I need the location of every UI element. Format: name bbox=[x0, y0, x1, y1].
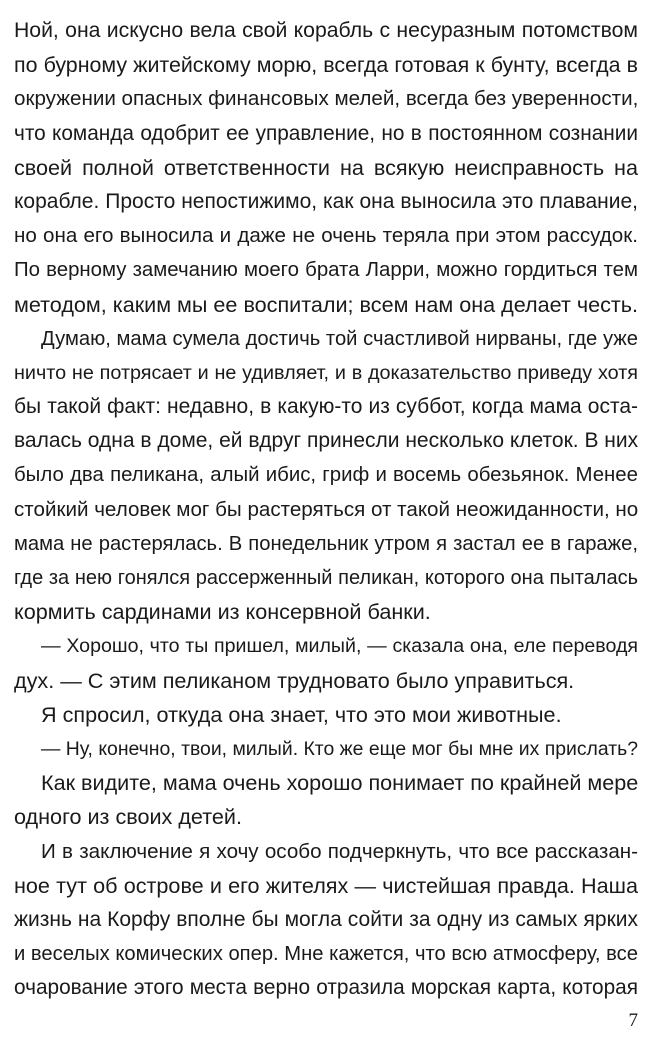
text-line: было два пеликана, алый ибис, гриф и восемь обезьянок. Менее bbox=[14, 464, 638, 487]
text-line: Я спросил, откуда она знает, что это мои животные. bbox=[41, 701, 562, 727]
text-line: методом, каким мы ее воспитали; всем нам она делает честь. bbox=[14, 291, 638, 317]
text-line: ное тут об острове и его жителях — чистейшая правда. Наша bbox=[14, 872, 638, 898]
text-line: Как видите, мама очень хорошо понимает по крайней мере bbox=[41, 770, 638, 796]
text-line: что команда одобрит ее управление, но в постоянном сознании bbox=[14, 121, 638, 145]
text-line: окружении опасных финансовых мелей, всегда без уверенности, bbox=[14, 87, 638, 111]
text-line: где за нею гонялся рассерженный пеликан, которого она пыталась bbox=[14, 567, 638, 589]
text-line: валась одна в доме, ей вдруг принесли несколько клеток. В них bbox=[14, 429, 638, 453]
text-line: Думаю, мама сумела достичь той счастливой нирваны, где уже bbox=[41, 327, 638, 350]
text-line: И в заключение я хочу особо подчеркнуть, что все рассказан- bbox=[41, 839, 638, 863]
text-line: и веселых комических опер. Мне кажется, что всю атмосферу, все bbox=[14, 943, 638, 966]
text-line: но она его выносила и даже не очень теряла при этом рассудок. bbox=[14, 224, 638, 248]
text-line: ничто не потрясает и не удивляет, и в доказательство приведу хотя bbox=[14, 361, 638, 384]
text-line: кормить сардинами из консервной банки. bbox=[14, 599, 431, 625]
book-page-text bbox=[14, 14, 638, 1005]
text-line: стойкий человек мог бы растеряться от такой неожиданности, но bbox=[14, 497, 638, 521]
page-number: 7 bbox=[628, 1010, 638, 1031]
text-line: одного из своих детей. bbox=[14, 804, 242, 830]
text-line: корабле. Просто непостижимо, как она выносила это плавание, bbox=[14, 189, 638, 213]
text-line: своей полной ответственности на всякую неисправность на bbox=[14, 154, 638, 180]
text-line: очарование этого места верно отразила морская карта, которая bbox=[14, 976, 638, 1000]
text-line: бы такой факт: недавно, в какую-то из суббот, когда мама оста- bbox=[14, 395, 638, 419]
text-line: жизнь на Корфу вполне бы могла сойти за одну из самых ярких bbox=[14, 907, 638, 931]
text-line: — Ну, конечно, твои, милый. Кто же еще мог бы мне их прислать? bbox=[41, 737, 638, 760]
text-line: дух. — С этим пеликаном трудновато было управиться. bbox=[14, 667, 575, 693]
text-line: мама не растерялась. В понедельник утром я застал ее в гараже, bbox=[14, 532, 638, 555]
text-line: Ной, она искусно вела свой корабль с несуразным потомством bbox=[14, 19, 638, 42]
text-line: По верному замечанию моего брата Ларри, можно гордиться тем bbox=[14, 259, 638, 282]
text-line: — Хорошо, что ты пришел, милый, — сказала она, еле переводя bbox=[41, 635, 638, 658]
text-line: по бурному житейскому морю, всегда готовая к бунту, всегда в bbox=[14, 53, 638, 78]
